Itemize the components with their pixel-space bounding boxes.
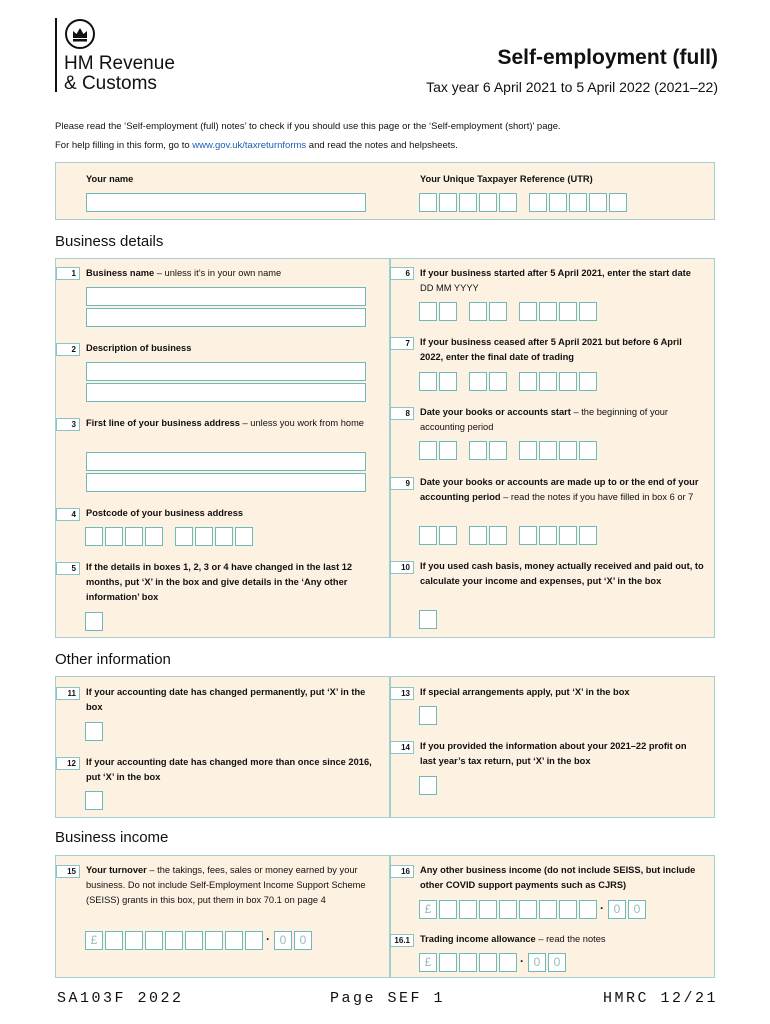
ceased-date-box-2[interactable] xyxy=(439,372,457,391)
turnover-pence-box-2[interactable]: 0 xyxy=(294,931,312,950)
accounting-date-changed-twice-checkbox[interactable] xyxy=(85,791,103,810)
utr-digit-box-10[interactable] xyxy=(609,193,627,212)
other-income-digit-box-1[interactable] xyxy=(439,900,457,919)
box-8-number: 8 xyxy=(390,407,414,420)
trading-allowance-pence-box-2[interactable]: 0 xyxy=(548,953,566,972)
accounting-date-changed-checkbox[interactable] xyxy=(85,722,103,741)
box-12-label: If your accounting date has changed more than once since 2016, put ‘X’ in the box xyxy=(86,757,372,782)
trading-allowance-digit-box-1[interactable] xyxy=(439,953,457,972)
ceased-date-box-1[interactable] xyxy=(419,372,437,391)
utr-digit-box-7[interactable] xyxy=(549,193,567,212)
box-6-label: If your business started after 5 April 2021, enter the start date DD MM YYYY xyxy=(420,268,691,293)
business-details-divider xyxy=(389,259,391,637)
start-date-box-5[interactable] xyxy=(519,302,537,321)
postcode-char-box-2[interactable] xyxy=(105,527,123,546)
logo-rule xyxy=(55,18,57,92)
other-income-pence-box-1[interactable]: 0 xyxy=(608,900,626,919)
hmrc-version: HMRC 12/21 xyxy=(602,990,718,1007)
utr-digit-box-8[interactable] xyxy=(569,193,587,212)
box-1-label: Business name – unless it’s in your own name xyxy=(86,268,282,278)
box-16-number: 16 xyxy=(390,865,414,878)
utr-digit-box-3[interactable] xyxy=(459,193,477,212)
start-date-box-3[interactable] xyxy=(469,302,487,321)
business-description-field-2[interactable] xyxy=(86,383,366,402)
accounts-start-date-box-2[interactable] xyxy=(439,441,457,460)
accounts-end-date-box-8[interactable] xyxy=(579,526,597,545)
cash-basis-checkbox[interactable] xyxy=(419,610,437,629)
utr-label: Your Unique Taxpayer Reference (UTR) xyxy=(420,174,593,184)
trading-allowance-currency-box[interactable]: £ xyxy=(419,953,437,972)
utr-digit-box-9[interactable] xyxy=(589,193,607,212)
accounts-start-date-box-5[interactable] xyxy=(519,441,537,460)
intro-line2-tail: and read the notes and helpsheets. xyxy=(306,140,458,151)
box-16-label: Any other business income (do not include SEISS, but include other COVID support payments such as CJRS) xyxy=(420,865,696,890)
accounts-end-date-box-7[interactable] xyxy=(559,526,577,545)
box-13-label: If special arrangements apply, put ‘X’ in the box xyxy=(420,687,630,697)
box-3-label: First line of your business address – unless you work from home xyxy=(86,418,364,428)
other-information-heading: Other information xyxy=(55,651,171,668)
trading-allowance-decimal-point: · xyxy=(520,954,524,968)
start-date-box-4[interactable] xyxy=(489,302,507,321)
start-date-box-6[interactable] xyxy=(539,302,557,321)
profit-provided-last-year-checkbox[interactable] xyxy=(419,776,437,795)
box-16-1-label: Trading income allowance – read the notes xyxy=(420,934,606,944)
utr-digit-box-6[interactable] xyxy=(529,193,547,212)
ceased-date-box-5[interactable] xyxy=(519,372,537,391)
box-11-number: 11 xyxy=(56,687,80,700)
postcode-char-box-3[interactable] xyxy=(125,527,143,546)
box-4-label: Postcode of your business address xyxy=(86,508,244,518)
utr-digit-box-2[interactable] xyxy=(439,193,457,212)
business-address-field[interactable] xyxy=(86,452,366,471)
your-name-field[interactable] xyxy=(86,193,366,212)
other-income-digit-box-3[interactable] xyxy=(479,900,497,919)
turnover-decimal-point: · xyxy=(266,932,270,946)
accounts-start-date-box-4[interactable] xyxy=(489,441,507,460)
box-4-number: 4 xyxy=(56,508,80,521)
other-income-digit-box-2[interactable] xyxy=(459,900,477,919)
accounts-start-date-box-7[interactable] xyxy=(559,441,577,460)
other-income-currency-box[interactable]: £ xyxy=(419,900,437,919)
intro-line1: Please read the ‘Self-employment (full) notes’ to check if you should use this page or the ‘Self-employment (short)’ page. xyxy=(55,121,561,132)
other-income-digit-box-8[interactable] xyxy=(579,900,597,919)
turnover-digit-box-7[interactable] xyxy=(225,931,243,950)
turnover-digit-box-3[interactable] xyxy=(145,931,163,950)
turnover-currency-box[interactable]: £ xyxy=(85,931,103,950)
other-income-pence-box-2[interactable]: 0 xyxy=(628,900,646,919)
box-13-number: 13 xyxy=(390,687,414,700)
accounts-start-date-box-3[interactable] xyxy=(469,441,487,460)
utr-digit-box-5[interactable] xyxy=(499,193,517,212)
accounts-end-date-box-5[interactable] xyxy=(519,526,537,545)
intro-line2-text: For help filling in this form, go to xyxy=(55,140,193,151)
ceased-date-box-7[interactable] xyxy=(559,372,577,391)
box-14-label: If you provided the information about your 2021–22 profit on last year’s tax return, put ‘X’ in the box xyxy=(420,741,687,766)
postcode-char-box-7[interactable] xyxy=(215,527,233,546)
turnover-digit-box-1[interactable] xyxy=(105,931,123,950)
crown-crest-icon xyxy=(64,18,96,50)
box-2-label: Description of business xyxy=(86,343,192,353)
ceased-date-box-3[interactable] xyxy=(469,372,487,391)
business-address-field-2[interactable] xyxy=(86,473,366,492)
org-name-line2: & Customs xyxy=(64,73,157,94)
box-14-number: 14 xyxy=(390,741,414,754)
page-number: Page SEF 1 xyxy=(330,990,446,1007)
box-11-label: If your accounting date has changed permanently, put ‘X’ in the box xyxy=(86,687,366,712)
box-7-label: If your business ceased after 5 April 2021 but before 6 April 2022, enter the final date of trading xyxy=(420,337,682,362)
other-income-digit-box-4[interactable] xyxy=(499,900,517,919)
utr-digit-box-4[interactable] xyxy=(479,193,497,212)
accounts-end-date-box-3[interactable] xyxy=(469,526,487,545)
utr-digit-box-1[interactable] xyxy=(419,193,437,212)
your-name-label: Your name xyxy=(86,174,134,184)
box-5-number: 5 xyxy=(56,562,80,575)
tax-year: Tax year 6 April 2021 to 5 April 2022 (2021–22) xyxy=(426,79,718,95)
turnover-pence-box-1[interactable]: 0 xyxy=(274,931,292,950)
business-income-heading: Business income xyxy=(55,829,169,846)
ceased-date-box-6[interactable] xyxy=(539,372,557,391)
turnover-digit-box-8[interactable] xyxy=(245,931,263,950)
business-name-field[interactable] xyxy=(86,287,366,306)
box-12-number: 12 xyxy=(56,757,80,770)
turnover-digit-box-2[interactable] xyxy=(125,931,143,950)
start-date-box-7[interactable] xyxy=(559,302,577,321)
org-name-line1: HM Revenue xyxy=(64,53,175,74)
box-1-number: 1 xyxy=(56,267,80,280)
turnover-digit-box-4[interactable] xyxy=(165,931,183,950)
postcode-char-box-4[interactable] xyxy=(145,527,163,546)
turnover-digit-box-6[interactable] xyxy=(205,931,223,950)
business-description-field[interactable] xyxy=(86,362,366,381)
trading-allowance-digit-box-2[interactable] xyxy=(459,953,477,972)
ceased-date-box-8[interactable] xyxy=(579,372,597,391)
box-8-label: Date your books or accounts start – the beginning of your accounting period xyxy=(420,407,669,432)
box-2-number: 2 xyxy=(56,343,80,356)
accounts-end-date-box-2[interactable] xyxy=(439,526,457,545)
page-title: Self-employment (full) xyxy=(497,46,718,69)
intro-line2 xyxy=(55,140,458,151)
box-5-label: If the details in boxes 1, 2, 3 or 4 have changed in the last 12 months, put ‘X’ in the box and give details in the ‘Any other information’ box xyxy=(86,562,353,602)
box-16-1-number: 16.1 xyxy=(390,934,414,947)
box-15-number: 15 xyxy=(56,865,80,878)
ceased-date-box-4[interactable] xyxy=(489,372,507,391)
box-9-label: Date your books or accounts are made up to or the end of your accounting period – read the notes if you have filled in box 6 or 7 xyxy=(420,477,699,502)
accounts-end-date-box-4[interactable] xyxy=(489,526,507,545)
box-9-number: 9 xyxy=(390,477,414,490)
box-3-number: 3 xyxy=(56,418,80,431)
trading-allowance-digit-box-3[interactable] xyxy=(479,953,497,972)
details-changed-checkbox[interactable] xyxy=(85,612,103,631)
other-income-digit-box-7[interactable] xyxy=(559,900,577,919)
accounts-start-date-box-6[interactable] xyxy=(539,441,557,460)
box-6-number: 6 xyxy=(390,267,414,280)
accounts-end-date-box-1[interactable] xyxy=(419,526,437,545)
start-date-box-1[interactable] xyxy=(419,302,437,321)
start-date-box-8[interactable] xyxy=(579,302,597,321)
trading-allowance-pence-box-1[interactable]: 0 xyxy=(528,953,546,972)
postcode-char-box-8[interactable] xyxy=(235,527,253,546)
business-details-heading: Business details xyxy=(55,233,164,250)
other-income-digit-box-5[interactable] xyxy=(519,900,537,919)
turnover-digit-box-5[interactable] xyxy=(185,931,203,950)
box-10-number: 10 xyxy=(390,561,414,574)
postcode-char-box-5[interactable] xyxy=(175,527,193,546)
form-code: SA103F 2022 xyxy=(57,990,184,1007)
taxreturnforms-link[interactable]: www.gov.uk/taxreturnforms xyxy=(192,140,307,151)
postcode-char-box-6[interactable] xyxy=(195,527,213,546)
box-7-number: 7 xyxy=(390,337,414,350)
accounts-start-date-box-8[interactable] xyxy=(579,441,597,460)
other-income-decimal-point: · xyxy=(600,901,604,915)
other-income-digit-box-6[interactable] xyxy=(539,900,557,919)
box-10-label: If you used cash basis, money actually received and paid out, to calculate your income and expenses, put ‘X’ in the box xyxy=(420,561,704,586)
accounts-end-date-box-6[interactable] xyxy=(539,526,557,545)
start-date-box-2[interactable] xyxy=(439,302,457,321)
hmrc-logo xyxy=(55,18,195,94)
special-arrangements-checkbox[interactable] xyxy=(419,706,437,725)
business-name-field-2[interactable] xyxy=(86,308,366,327)
accounts-start-date-box-1[interactable] xyxy=(419,441,437,460)
box-15-label: Your turnover – the takings, fees, sales or money earned by your business. Do not include Self-Employment Income Support Scheme (SEISS) grants in this box, put them in box 70.1 on page 4 xyxy=(86,865,366,905)
trading-allowance-digit-box-4[interactable] xyxy=(499,953,517,972)
postcode-char-box-1[interactable] xyxy=(85,527,103,546)
